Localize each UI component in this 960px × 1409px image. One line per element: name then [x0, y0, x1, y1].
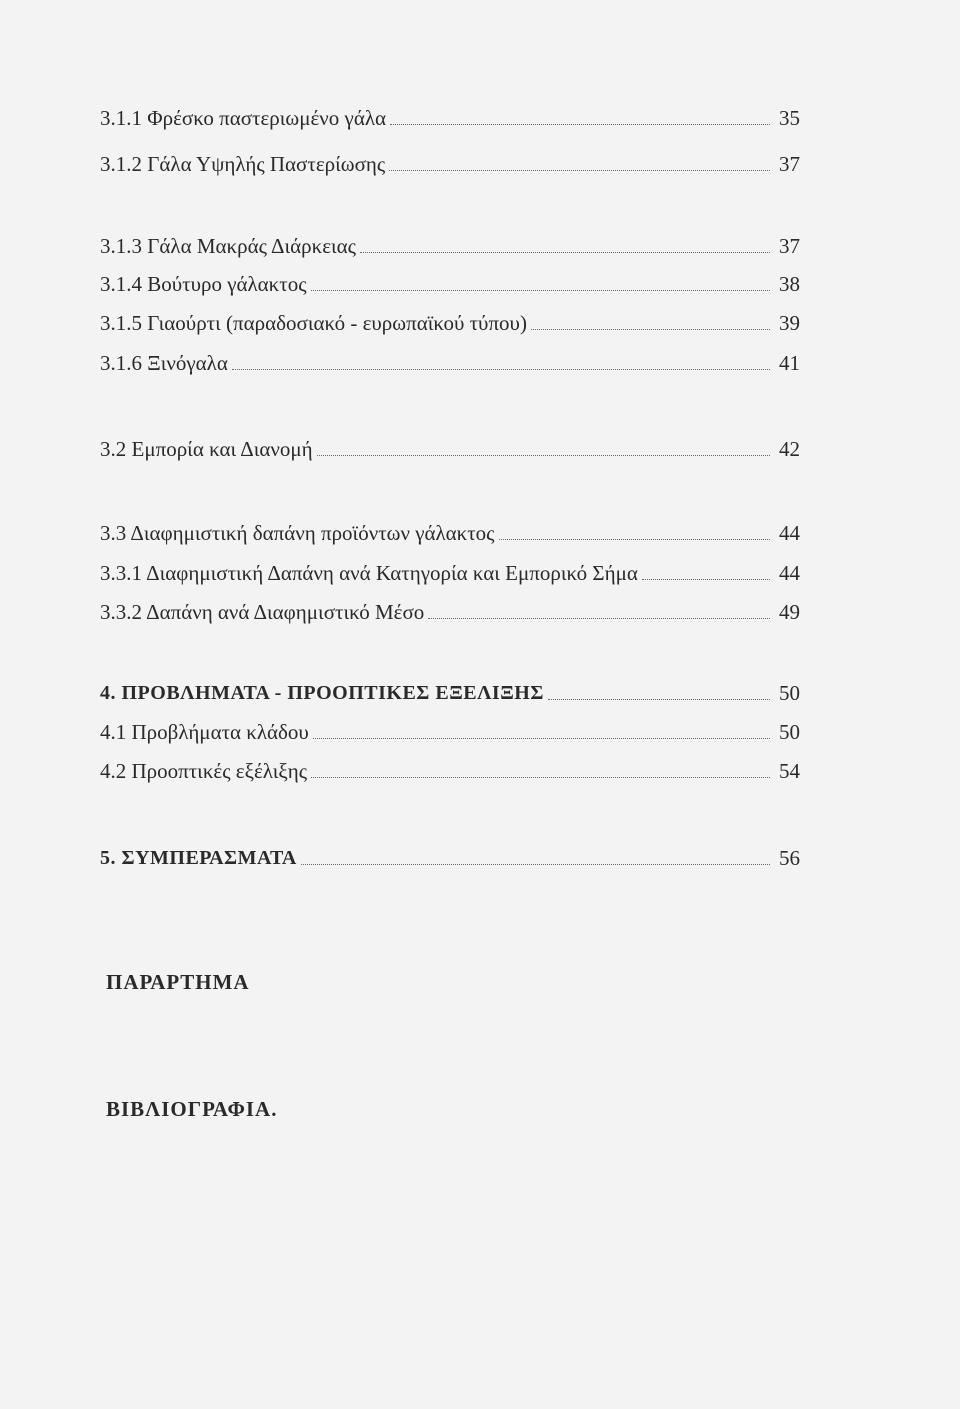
toc-entry-4-2[interactable]: [100, 753, 800, 783]
toc-entry-3-3-1[interactable]: [100, 555, 800, 585]
toc-entry-3-1-4[interactable]: [100, 266, 800, 296]
toc-entry-label: 3.1.5 Γιαούρτι (παραδοσιακό - ευρωπαϊκού τύπου): [100, 311, 527, 335]
toc-entry-page: 44: [779, 561, 800, 585]
toc-entry-page: 35: [779, 106, 800, 130]
toc-entry-page: 37: [779, 234, 800, 258]
toc-entry-label: 3.1.4 Βούτυρο γάλακτος: [100, 272, 307, 296]
toc-entry-label: 3.2 Εμπορία και Διανομή: [100, 437, 313, 461]
toc-entry-label: 3.3 Διαφημιστική δαπάνη προϊόντων γάλακτος: [100, 521, 495, 545]
toc-entry-page: 50: [779, 720, 800, 744]
dot-leader: [311, 290, 770, 291]
toc-entry-label: 3.1.1 Φρέσκο παστεριωμένο γάλα: [100, 106, 387, 130]
toc-entry-page: 41: [779, 351, 800, 375]
toc-entry-3-1-2[interactable]: [100, 146, 800, 176]
toc-entry-3-1-6[interactable]: [100, 345, 800, 375]
toc-entry-page: 38: [779, 272, 800, 296]
appendix-heading[interactable]: ΠΑΡΑΡΤΗΜΑ: [106, 970, 250, 994]
dot-leader: [428, 618, 770, 619]
dot-leader: [389, 170, 770, 171]
toc-entry-3-1-1[interactable]: [100, 100, 800, 130]
toc-entry-3-3-2[interactable]: [100, 594, 800, 624]
dot-leader: [301, 864, 770, 865]
bibliography-heading[interactable]: ΒΙΒΛΙΟΓΡΑΦΙΑ.: [106, 1097, 278, 1121]
dot-leader: [390, 124, 770, 125]
toc-entry-page: 39: [779, 311, 800, 335]
toc-entry-page: 54: [779, 759, 800, 783]
toc-entry-label: 3.1.2 Γάλα Υψηλής Παστερίωσης: [100, 152, 386, 176]
toc-entry-label: 4.1 Προβλήματα κλάδου: [100, 720, 309, 744]
toc-entry-page: 56: [779, 846, 800, 870]
toc-entry-3-2[interactable]: [100, 431, 800, 461]
toc-entry-label: 5. ΣΥΜΠΕΡΑΣΜΑΤΑ: [100, 847, 297, 869]
dot-leader: [548, 699, 770, 700]
toc-entry-label: 4.2 Προοπτικές εξέλιξης: [100, 759, 308, 783]
toc-entry-page: 44: [779, 521, 800, 545]
toc-entry-page: 42: [779, 437, 800, 461]
toc-entry-5[interactable]: [100, 840, 800, 870]
toc-entry-3-3[interactable]: [100, 515, 800, 545]
dot-leader: [642, 579, 770, 580]
toc-entry-label: 3.3.2 Δαπάνη ανά Διαφημιστικό Μέσο: [100, 600, 425, 624]
toc-entry-4-1[interactable]: [100, 714, 800, 744]
dot-leader: [499, 539, 771, 540]
dot-leader: [360, 252, 770, 253]
toc-entry-label: 3.1.6 Ξινόγαλα: [100, 351, 228, 375]
dot-leader: [311, 777, 770, 778]
dot-leader: [232, 369, 770, 370]
toc-entry-label: 3.3.1 Διαφημιστική Δαπάνη ανά Κατηγορία και Εμπορικό Σήμα: [100, 561, 638, 585]
toc-entry-label: 4. ΠΡΟΒΛΗΜΑΤΑ - ΠΡΟΟΠΤΙΚΕΣ ΕΞΕΛΙΞΗΣ: [100, 682, 544, 704]
dot-leader: [531, 329, 770, 330]
toc-entry-page: 49: [779, 600, 800, 624]
toc-entry-3-1-5[interactable]: [100, 305, 800, 335]
toc-entry-4[interactable]: [100, 675, 800, 705]
toc-entry-3-1-3[interactable]: [100, 228, 800, 258]
dot-leader: [317, 455, 770, 456]
toc-entry-page: 37: [779, 152, 800, 176]
toc-entry-page: 50: [779, 681, 800, 705]
dot-leader: [313, 738, 770, 739]
toc-entry-label: 3.1.3 Γάλα Μακράς Διάρκειας: [100, 234, 356, 258]
